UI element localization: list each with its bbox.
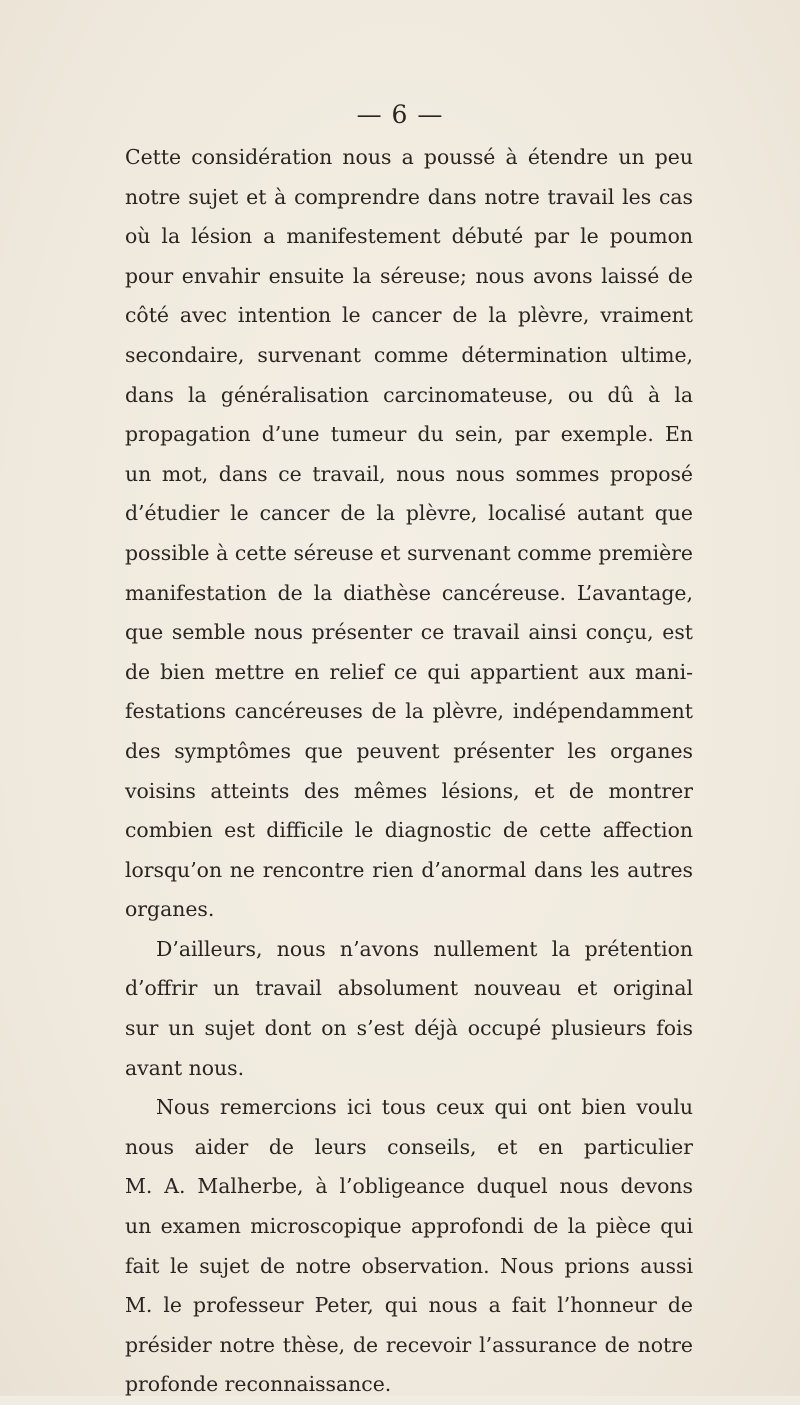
paragraph-scope — [125, 138, 693, 930]
text-line: dans la généralisation carcinomateuse, ou dû à la — [125, 382, 693, 407]
text-line: manifestation de la diathèse cancéreuse. L’avantage, — [125, 580, 693, 605]
text-line: profonde reconnaissance. — [125, 1372, 392, 1397]
text-line: notre sujet et à comprendre dans notre travail les cas — [125, 184, 693, 209]
text-line: d’offrir un travail absolument nouveau et original — [125, 976, 693, 1001]
text-line: où la lésion a manifestement débuté par le poumon — [125, 224, 693, 249]
text-line: M. le professeur Peter, qui nous a fait l’honneur de — [125, 1293, 693, 1318]
text-line: D’ailleurs, nous n’avons nullement la prétention — [156, 936, 693, 961]
text-line: possible à cette séreuse et survenant comme première — [125, 540, 693, 565]
text-line: présider notre thèse, de recevoir l’assurance de notre — [125, 1332, 693, 1357]
text-line: de bien mettre en relief ce qui appartient aux mani- — [125, 659, 693, 684]
text-line: propagation d’une tumeur du sein, par exemple. En — [125, 422, 693, 447]
text-line: festations cancéreuses de la plèvre, indépendamment — [125, 699, 693, 724]
text-line: combien est difficile le diagnostic de cette affection — [125, 818, 693, 843]
text-line: secondaire, survenant comme détermination ultime, — [125, 342, 693, 367]
page-number: — 6 — — [356, 100, 444, 129]
paragraph-disclaimer — [125, 930, 693, 1088]
text-line: un examen microscopique approfondi de la pièce qui — [125, 1214, 693, 1239]
text-line: avant nous. — [125, 1055, 245, 1080]
text-line: un mot, dans ce travail, nous nous sommes proposé — [125, 461, 693, 486]
text-line: Cette considération nous a poussé à étendre un peu — [125, 145, 693, 169]
text-line: M. A. Malherbe, à l’obligeance duquel nous devons — [125, 1174, 693, 1199]
text-line: d’étudier le cancer de la plèvre, localisé autant que — [125, 501, 693, 526]
text-line: organes. — [125, 897, 215, 922]
text-line: voisins atteints des mêmes lésions, et de montrer — [125, 778, 693, 803]
text-line: fait le sujet de notre observation. Nous prions aussi — [125, 1253, 693, 1278]
paragraph-acknowledgements — [125, 1088, 693, 1405]
text-line: lorsqu’on ne rencontre rien d’anormal dans les autres — [125, 857, 693, 882]
text-line: pour envahir ensuite la séreuse; nous avons laissé de — [125, 263, 693, 288]
body-text — [125, 138, 693, 1405]
text-line: sur un sujet dont on s’est déjà occupé plusieurs fois — [125, 1016, 693, 1041]
text-line: côté avec intention le cancer de la plèvre, vraiment — [125, 303, 693, 328]
text-line: nous aider de leurs conseils, et en particulier — [125, 1134, 693, 1159]
text-line: que semble nous présenter ce travail ainsi conçu, est — [125, 620, 693, 645]
text-line: des symptômes que peuvent présenter les organes — [125, 738, 693, 763]
text-line: Nous remercions ici tous ceux qui ont bien voulu — [156, 1095, 693, 1120]
